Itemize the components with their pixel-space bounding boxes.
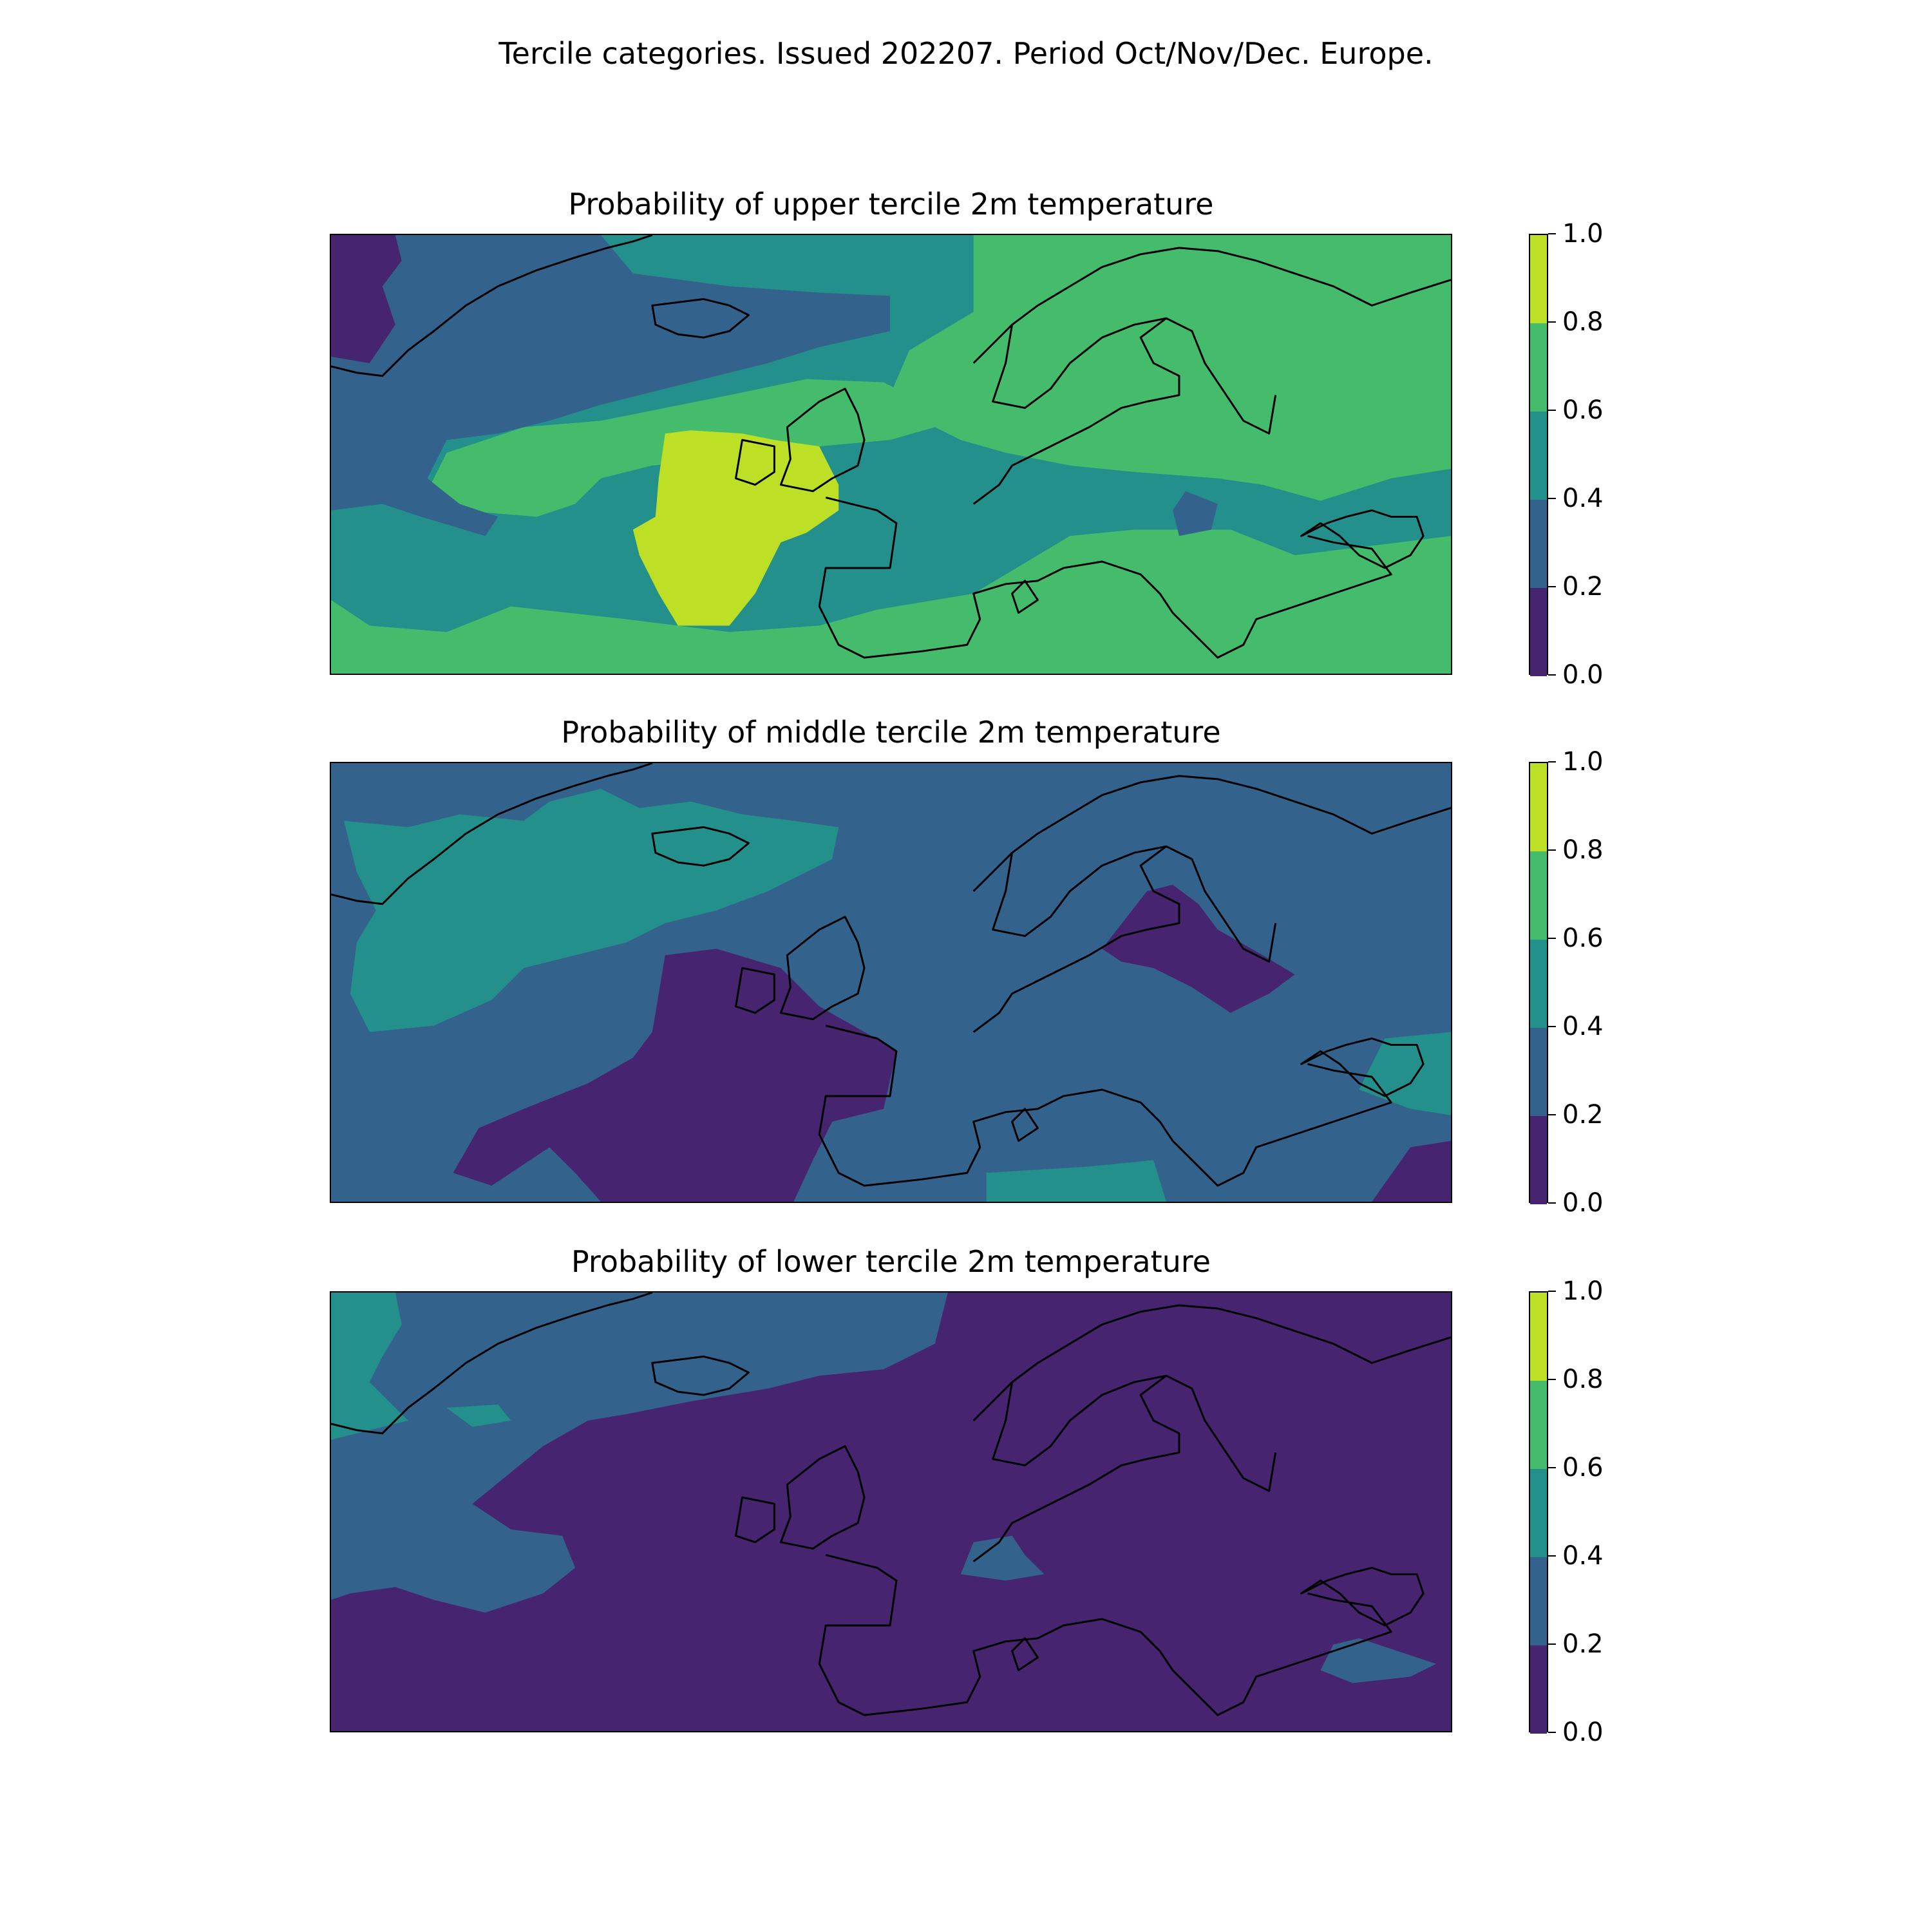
colorbar-tick-label: 0.2: [1562, 1100, 1604, 1130]
panel-middle: [0, 702, 1932, 1217]
colorbar-tick-mark: [1548, 1291, 1556, 1292]
colorbar-tick-mark: [1548, 498, 1556, 499]
colorbar-ticks-lower: [0, 1276, 1932, 1747]
colorbar-tick-label: 0.4: [1562, 1541, 1604, 1571]
colorbar-tick-mark: [1548, 849, 1556, 851]
colorbar-tick-label: 0.0: [1562, 1188, 1604, 1218]
colorbar-ticks-upper: [0, 219, 1932, 690]
colorbar-tick-mark: [1548, 233, 1556, 234]
colorbar-tick-label: 0.6: [1562, 395, 1604, 425]
panel-title-lower: Probability of lower tercile 2m temperature: [571, 1244, 1211, 1279]
panel-upper: [0, 174, 1932, 689]
colorbar-tick-label: 1.0: [1562, 219, 1604, 249]
colorbar-tick-label: 0.6: [1562, 1453, 1604, 1482]
colorbar-tick-mark: [1548, 674, 1556, 676]
colorbar-tick-label: 0.2: [1562, 572, 1604, 601]
figure-title: Tercile categories. Issued 202207. Period Oct/Nov/Dec. Europe.: [498, 36, 1434, 71]
colorbar-tick-mark: [1548, 586, 1556, 587]
colorbar-tick-mark: [1548, 321, 1556, 323]
colorbar-tick-mark: [1548, 1555, 1556, 1557]
colorbar-tick-label: 1.0: [1562, 1276, 1604, 1306]
colorbar-tick-label: 1.0: [1562, 747, 1604, 777]
colorbar-tick-mark: [1548, 1202, 1556, 1204]
colorbar-tick-mark: [1548, 1643, 1556, 1645]
colorbar-tick-label: 0.6: [1562, 923, 1604, 953]
colorbar-tick-label: 0.4: [1562, 484, 1604, 513]
colorbar-tick-mark: [1548, 1732, 1556, 1733]
colorbar-tick-mark: [1548, 761, 1556, 762]
colorbar-tick-mark: [1548, 1467, 1556, 1468]
colorbar-ticks-middle: [0, 747, 1932, 1218]
colorbar-tick-label: 0.8: [1562, 307, 1604, 337]
colorbar-tick-label: 0.8: [1562, 1365, 1604, 1394]
colorbar-tick-label: 0.0: [1562, 1718, 1604, 1747]
panel-title-middle: Probability of middle tercile 2m temperature: [561, 715, 1221, 750]
colorbar-tick-mark: [1548, 1114, 1556, 1115]
colorbar-tick-label: 0.0: [1562, 660, 1604, 690]
colorbar-tick-label: 0.4: [1562, 1012, 1604, 1041]
colorbar-tick-mark: [1548, 410, 1556, 411]
colorbar-tick-mark: [1548, 1379, 1556, 1380]
panel-lower: [0, 1231, 1932, 1747]
panel-title-upper: Probability of upper tercile 2m temperature: [568, 187, 1214, 222]
colorbar-tick-label: 0.2: [1562, 1629, 1604, 1659]
colorbar-tick-label: 0.8: [1562, 835, 1604, 865]
colorbar-tick-mark: [1548, 938, 1556, 939]
colorbar-tick-mark: [1548, 1026, 1556, 1027]
